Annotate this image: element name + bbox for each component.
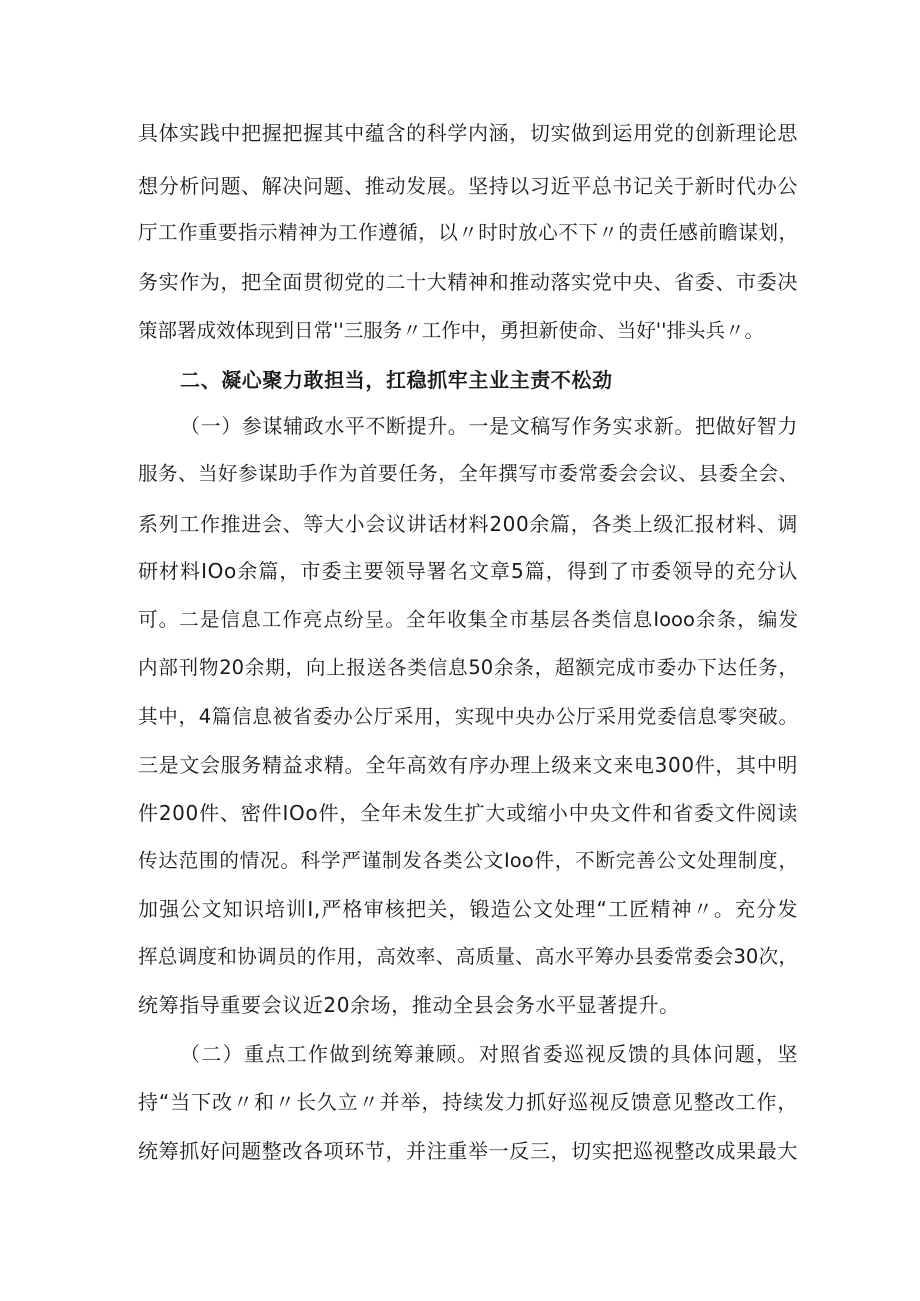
paragraph-first-line: （一）参谋辅政水平不断提升。一是文稿写作务实求新。把做好智力: [180, 414, 798, 438]
body-text-line: 系列工作推进会、等大小会议讲话材料200余篇，各类上级汇报材料、调: [138, 512, 798, 536]
body-text-line: 务实作为，把全面贯彻党的二十大精神和推动落实党中央、省委、市委决: [138, 270, 798, 294]
body-text-line: 传达范围的情况。科学严谨制发各类公文Ioo件，不断完善公文处理制度，: [138, 849, 798, 872]
body-text-line: 内部刊物20余期，向上报送各类信息50余条，超额完成市委办下达任务，: [138, 656, 798, 679]
paragraph-first-line: （二）重点工作做到统筹兼顾。对照省委巡视反馈的具体问题，坚: [180, 1042, 798, 1066]
body-text-line: 想分析问题、解决问题、推动发展。坚持以习近平总书记关于新时代办公: [138, 174, 798, 198]
body-text-line: 策部署成效体现到日常''三服务〃工作中，勇担新使命、当好''排头兵〃。: [138, 319, 764, 342]
body-text-line: 可。二是信息工作亮点纷呈。全年收集全市基层各类信息Iooo余条，编发: [138, 608, 798, 631]
body-text-line: 挥总调度和协调员的作用，高效率、高质量、高水平筹办县委常委会30次，: [138, 945, 798, 968]
body-text-line: 厅工作重要指示精神为工作遵循，以〃时时放心不下〃的责任感前瞻谋划，: [138, 221, 798, 244]
body-text-line: 加强公文知识培训I,严格审核把关，锻造公文处理“工匠精神〃。充分发: [138, 897, 798, 921]
body-text-line: 服务、当好参谋助手作为首要任务，全年撰写市委常委会会议、县委全会、: [138, 462, 798, 485]
section-heading: 二、凝心聚力敢担当，扛稳抓牢主业主责不松劲: [180, 368, 613, 392]
body-text-line: 研材料IOo余篇，市委主要领导署名文章5篇，得到了市委领导的充分认: [138, 559, 798, 583]
body-text-line: 具体实践中把握把握其中蕴含的科学内涵，切实做到运用党的创新理论思: [138, 121, 798, 145]
body-text-line: 统筹抓好问题整改各项环节，并注重举一反三，切实把巡视整改成果最大: [138, 1139, 798, 1163]
body-text-line: 件200件、密件IOo件，全年未发生扩大或缩小中央文件和省委文件阅读: [138, 801, 798, 825]
body-text-line: 三是文会服务精益求精。全年高效有序办理上级来文来电300件，其中明: [138, 753, 798, 777]
body-text-line: 其中，4篇信息被省委办公厅采用，实现中央办公厅采用党委信息零突破。: [138, 705, 798, 728]
body-text-line: 持“当下改〃和〃长久立〃并举，持续发力抓好巡视反馈意见整改工作，: [138, 1090, 798, 1114]
body-text-line: 统筹指导重要会议近20余场，推动全县会务水平显著提升。: [138, 993, 680, 1017]
